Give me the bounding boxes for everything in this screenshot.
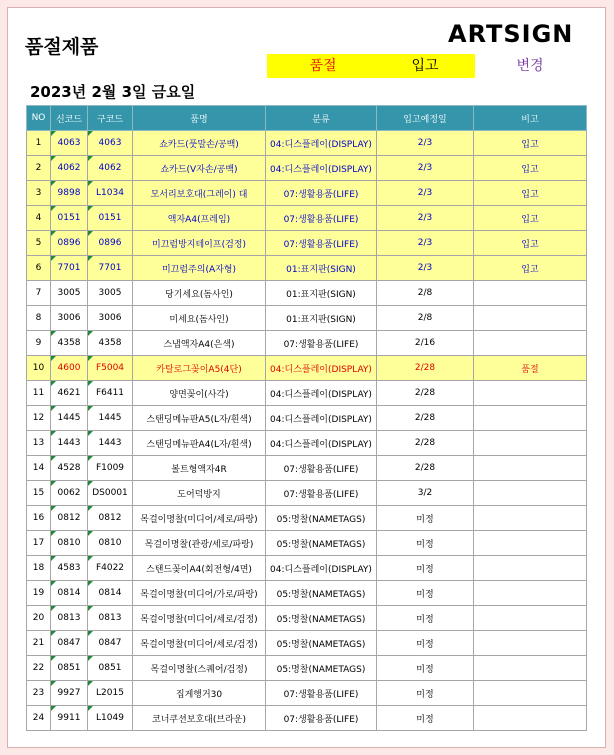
cell-new[interactable]: 1445	[51, 406, 88, 431]
cell-name[interactable]: 집게행거30	[133, 681, 266, 706]
cell-date[interactable]: 미정	[377, 656, 474, 681]
cell-new[interactable]: 4583	[51, 556, 88, 581]
cell-no[interactable]: 13	[27, 431, 51, 456]
cell-name[interactable]: 쇼카드(V자손/공백)	[133, 156, 266, 181]
cell-name[interactable]: 도어덕방지	[133, 481, 266, 506]
cell-note[interactable]	[474, 381, 587, 406]
cell-new[interactable]: 0851	[51, 656, 88, 681]
cell-cat[interactable]: 05:명찰(NAMETAGS)	[266, 581, 377, 606]
cell-date[interactable]: 2/28	[377, 456, 474, 481]
col-header: 구코드	[88, 106, 133, 131]
col-header: 입고예정일	[377, 106, 474, 131]
cell-name[interactable]: 당기세요(돔사인)	[133, 281, 266, 306]
cell-no[interactable]: 8	[27, 306, 51, 331]
cell-name[interactable]: 미끄럼방지테이프(검정)	[133, 231, 266, 256]
cell-note[interactable]: 입고	[474, 256, 587, 281]
cell-note[interactable]	[474, 556, 587, 581]
report-date: 2023년 2월 3일 금요일	[30, 83, 196, 101]
cell-date[interactable]: 2/3	[377, 156, 474, 181]
table-row	[27, 631, 587, 656]
cell-no[interactable]: 19	[27, 581, 51, 606]
cell-cat[interactable]: 01:표지판(SIGN)	[266, 306, 377, 331]
legend-incoming: 입고	[375, 54, 475, 78]
cell-date[interactable]: 미정	[377, 581, 474, 606]
cell-cat[interactable]: 07:생활용품(LIFE)	[266, 481, 377, 506]
table-row	[27, 581, 587, 606]
table-row	[27, 431, 587, 456]
cell-cat[interactable]: 05:명찰(NAMETAGS)	[266, 606, 377, 631]
cell-old[interactable]: 3005	[88, 281, 133, 306]
cell-name[interactable]: 액자A4(프레임)	[133, 206, 266, 231]
table-row	[27, 181, 587, 206]
cell-old[interactable]: L1049	[88, 706, 133, 731]
cell-cat[interactable]: 01:표지판(SIGN)	[266, 256, 377, 281]
cell-new[interactable]: 4621	[51, 381, 88, 406]
cell-new[interactable]: 4600	[51, 356, 88, 381]
cell-old[interactable]: F4022	[88, 556, 133, 581]
cell-note[interactable]	[474, 406, 587, 431]
cell-old[interactable]: 4358	[88, 331, 133, 356]
cell-name[interactable]: 목걸이명찰(미디어/세로/파랑)	[133, 506, 266, 531]
cell-old[interactable]: 1445	[88, 406, 133, 431]
cell-date[interactable]: 미정	[377, 606, 474, 631]
cell-cat[interactable]: 05:명찰(NAMETAGS)	[266, 656, 377, 681]
cell-new[interactable]: 4358	[51, 331, 88, 356]
cell-new[interactable]: 0812	[51, 506, 88, 531]
cell-name[interactable]: 목걸이명찰(미디어/세로/검정)	[133, 606, 266, 631]
table-row	[27, 206, 587, 231]
cell-old[interactable]: 0151	[88, 206, 133, 231]
cell-no[interactable]: 20	[27, 606, 51, 631]
cell-no[interactable]: 4	[27, 206, 51, 231]
cell-no[interactable]: 3	[27, 181, 51, 206]
cell-cat[interactable]: 05:명찰(NAMETAGS)	[266, 631, 377, 656]
cell-note[interactable]: 입고	[474, 156, 587, 181]
cell-cat[interactable]: 04:디스플레이(DISPLAY)	[266, 156, 377, 181]
cell-old[interactable]: 1443	[88, 431, 133, 456]
cell-old[interactable]: F5004	[88, 356, 133, 381]
cell-no[interactable]: 6	[27, 256, 51, 281]
cell-date[interactable]: 2/8	[377, 281, 474, 306]
cell-name[interactable]: 스탠딩메뉴판A4(L자/흰색)	[133, 431, 266, 456]
cell-old[interactable]: 7701	[88, 256, 133, 281]
cell-name[interactable]: 카탈로그꽂이A5(4단)	[133, 356, 266, 381]
cell-old[interactable]: 0813	[88, 606, 133, 631]
cell-date[interactable]: 미정	[377, 706, 474, 731]
table-row	[27, 556, 587, 581]
table-row	[27, 156, 587, 181]
cell-date[interactable]: 미정	[377, 631, 474, 656]
cell-old[interactable]: 3006	[88, 306, 133, 331]
cell-name[interactable]: 양면꽂이(사각)	[133, 381, 266, 406]
cell-no[interactable]: 14	[27, 456, 51, 481]
cell-cat[interactable]: 07:생활용품(LIFE)	[266, 331, 377, 356]
cell-date[interactable]: 미정	[377, 556, 474, 581]
cell-new[interactable]: 4528	[51, 456, 88, 481]
cell-date[interactable]: 2/16	[377, 331, 474, 356]
table-row	[27, 381, 587, 406]
table-row	[27, 681, 587, 706]
cell-note[interactable]: 입고	[474, 231, 587, 256]
page-title: 품절제품	[25, 36, 99, 58]
cell-no[interactable]: 10	[27, 356, 51, 381]
cell-no[interactable]: 17	[27, 531, 51, 556]
cell-note[interactable]	[474, 506, 587, 531]
cell-old[interactable]: DS0001	[88, 481, 133, 506]
legend-changed: 변경	[516, 58, 544, 74]
table-row	[27, 506, 587, 531]
cell-cat[interactable]: 04:디스플레이(DISPLAY)	[266, 381, 377, 406]
cell-note[interactable]	[474, 706, 587, 731]
cell-cat[interactable]: 04:디스플레이(DISPLAY)	[266, 556, 377, 581]
cell-old[interactable]: 0812	[88, 506, 133, 531]
cell-note[interactable]	[474, 306, 587, 331]
cell-name[interactable]: 미세요(돔사인)	[133, 306, 266, 331]
cell-old[interactable]: F6411	[88, 381, 133, 406]
cell-no[interactable]: 23	[27, 681, 51, 706]
cell-note[interactable]	[474, 681, 587, 706]
cell-date[interactable]: 미정	[377, 531, 474, 556]
table-row	[27, 231, 587, 256]
col-header: 비고	[474, 106, 587, 131]
cell-old[interactable]: 0847	[88, 631, 133, 656]
table-row	[27, 306, 587, 331]
table-row	[27, 656, 587, 681]
cell-no[interactable]: 18	[27, 556, 51, 581]
cell-new[interactable]: 0151	[51, 206, 88, 231]
cell-name[interactable]: 스탠딩메뉴판A5(L자/흰색)	[133, 406, 266, 431]
cell-date[interactable]: 2/28	[377, 356, 474, 381]
cell-cat[interactable]: 07:생활용품(LIFE)	[266, 706, 377, 731]
cell-old[interactable]: 0896	[88, 231, 133, 256]
table-row	[27, 456, 587, 481]
cell-new[interactable]: 7701	[51, 256, 88, 281]
cell-date[interactable]: 미정	[377, 506, 474, 531]
cell-new[interactable]: 0896	[51, 231, 88, 256]
cell-cat[interactable]: 04:디스플레이(DISPLAY)	[266, 431, 377, 456]
table-row	[27, 256, 587, 281]
cell-old[interactable]: L1034	[88, 181, 133, 206]
col-header: NO	[27, 106, 51, 131]
cell-name[interactable]: 목걸이명찰(스퀘어/검정)	[133, 656, 266, 681]
cell-no[interactable]: 1	[27, 131, 51, 156]
cell-new[interactable]: 0813	[51, 606, 88, 631]
cell-no[interactable]: 11	[27, 381, 51, 406]
cell-new[interactable]: 0814	[51, 581, 88, 606]
cell-old[interactable]: 4063	[88, 131, 133, 156]
table-row	[27, 331, 587, 356]
cell-new[interactable]: 0810	[51, 531, 88, 556]
cell-no[interactable]: 2	[27, 156, 51, 181]
cell-name[interactable]: 모서리보호대(그레이) 대	[133, 181, 266, 206]
cell-name[interactable]: 목걸이명찰(미디어/세로/검정)	[133, 631, 266, 656]
cell-note[interactable]	[474, 656, 587, 681]
cell-cat[interactable]: 05:명찰(NAMETAGS)	[266, 531, 377, 556]
cell-name[interactable]: 스탠드꽂이A4(회전형/4면)	[133, 556, 266, 581]
cell-name[interactable]: 쇼카드(풋말손/공백)	[133, 131, 266, 156]
cell-old[interactable]: F1009	[88, 456, 133, 481]
col-header: 품명	[133, 106, 266, 131]
cell-name[interactable]: 미끄럼주의(A자형)	[133, 256, 266, 281]
cell-note[interactable]	[474, 531, 587, 556]
cell-new[interactable]: 9927	[51, 681, 88, 706]
cell-note[interactable]	[474, 606, 587, 631]
cell-no[interactable]: 7	[27, 281, 51, 306]
cell-no[interactable]: 24	[27, 706, 51, 731]
legend-soldout: 품절	[267, 54, 379, 78]
table-row	[27, 131, 587, 156]
cell-new[interactable]: 4062	[51, 156, 88, 181]
cell-no[interactable]: 12	[27, 406, 51, 431]
cell-date[interactable]: 2/3	[377, 256, 474, 281]
table-header	[27, 106, 587, 131]
cell-note[interactable]	[474, 481, 587, 506]
cell-note[interactable]	[474, 281, 587, 306]
cell-cat[interactable]: 05:명찰(NAMETAGS)	[266, 506, 377, 531]
cell-new[interactable]: 1443	[51, 431, 88, 456]
cell-new[interactable]: 3005	[51, 281, 88, 306]
col-header: 분류	[266, 106, 377, 131]
cell-note[interactable]: 품절	[474, 356, 587, 381]
cell-cat[interactable]: 07:생활용품(LIFE)	[266, 456, 377, 481]
cell-date[interactable]: 2/8	[377, 306, 474, 331]
cell-cat[interactable]: 04:디스플레이(DISPLAY)	[266, 131, 377, 156]
cell-note[interactable]	[474, 581, 587, 606]
cell-old[interactable]: L2015	[88, 681, 133, 706]
cell-cat[interactable]: 07:생활용품(LIFE)	[266, 206, 377, 231]
cell-name[interactable]: 볼트형액자4R	[133, 456, 266, 481]
table-row	[27, 356, 587, 381]
cell-note[interactable]	[474, 331, 587, 356]
cell-name[interactable]: 코너쿠션보호대(브라운)	[133, 706, 266, 731]
cell-no[interactable]: 15	[27, 481, 51, 506]
cell-cat[interactable]: 01:표지판(SIGN)	[266, 281, 377, 306]
table-row	[27, 531, 587, 556]
cell-note[interactable]: 입고	[474, 206, 587, 231]
cell-old[interactable]: 4062	[88, 156, 133, 181]
cell-old[interactable]: 0810	[88, 531, 133, 556]
cell-note[interactable]: 입고	[474, 181, 587, 206]
cell-cat[interactable]: 07:생활용품(LIFE)	[266, 231, 377, 256]
soldout-table	[26, 105, 587, 731]
table-row	[27, 706, 587, 731]
cell-name[interactable]: 목걸이명찰(미디어/가로/파랑)	[133, 581, 266, 606]
cell-date[interactable]: 2/3	[377, 206, 474, 231]
cell-date[interactable]: 미정	[377, 681, 474, 706]
cell-no[interactable]: 21	[27, 631, 51, 656]
cell-note[interactable]	[474, 631, 587, 656]
cell-date[interactable]: 2/3	[377, 131, 474, 156]
table-row	[27, 606, 587, 631]
cell-note[interactable]	[474, 456, 587, 481]
cell-new[interactable]: 0847	[51, 631, 88, 656]
cell-date[interactable]: 2/28	[377, 406, 474, 431]
cell-new[interactable]: 9898	[51, 181, 88, 206]
cell-no[interactable]: 5	[27, 231, 51, 256]
cell-no[interactable]: 16	[27, 506, 51, 531]
cell-cat[interactable]: 04:디스플레이(DISPLAY)	[266, 356, 377, 381]
cell-old[interactable]: 0851	[88, 656, 133, 681]
cell-old[interactable]: 0814	[88, 581, 133, 606]
table-row	[27, 406, 587, 431]
cell-cat[interactable]: 04:디스플레이(DISPLAY)	[266, 406, 377, 431]
cell-new[interactable]: 4063	[51, 131, 88, 156]
cell-new[interactable]: 3006	[51, 306, 88, 331]
cell-note[interactable]: 입고	[474, 131, 587, 156]
cell-date[interactable]: 3/2	[377, 481, 474, 506]
cell-note[interactable]	[474, 431, 587, 456]
brand-logo: ARTSIGN	[448, 20, 574, 48]
cell-cat[interactable]: 07:생활용품(LIFE)	[266, 681, 377, 706]
cell-date[interactable]: 2/28	[377, 381, 474, 406]
cell-no[interactable]: 9	[27, 331, 51, 356]
cell-no[interactable]: 22	[27, 656, 51, 681]
table-row	[27, 481, 587, 506]
cell-name[interactable]: 목걸이명찰(관광/세로/파랑)	[133, 531, 266, 556]
table-row	[27, 281, 587, 306]
cell-cat[interactable]: 07:생활용품(LIFE)	[266, 181, 377, 206]
cell-name[interactable]: 스냅액자A4(은색)	[133, 331, 266, 356]
cell-date[interactable]: 2/28	[377, 431, 474, 456]
cell-date[interactable]: 2/3	[377, 231, 474, 256]
cell-date[interactable]: 2/3	[377, 181, 474, 206]
col-header: 신코드	[51, 106, 88, 131]
cell-new[interactable]: 0062	[51, 481, 88, 506]
cell-new[interactable]: 9911	[51, 706, 88, 731]
